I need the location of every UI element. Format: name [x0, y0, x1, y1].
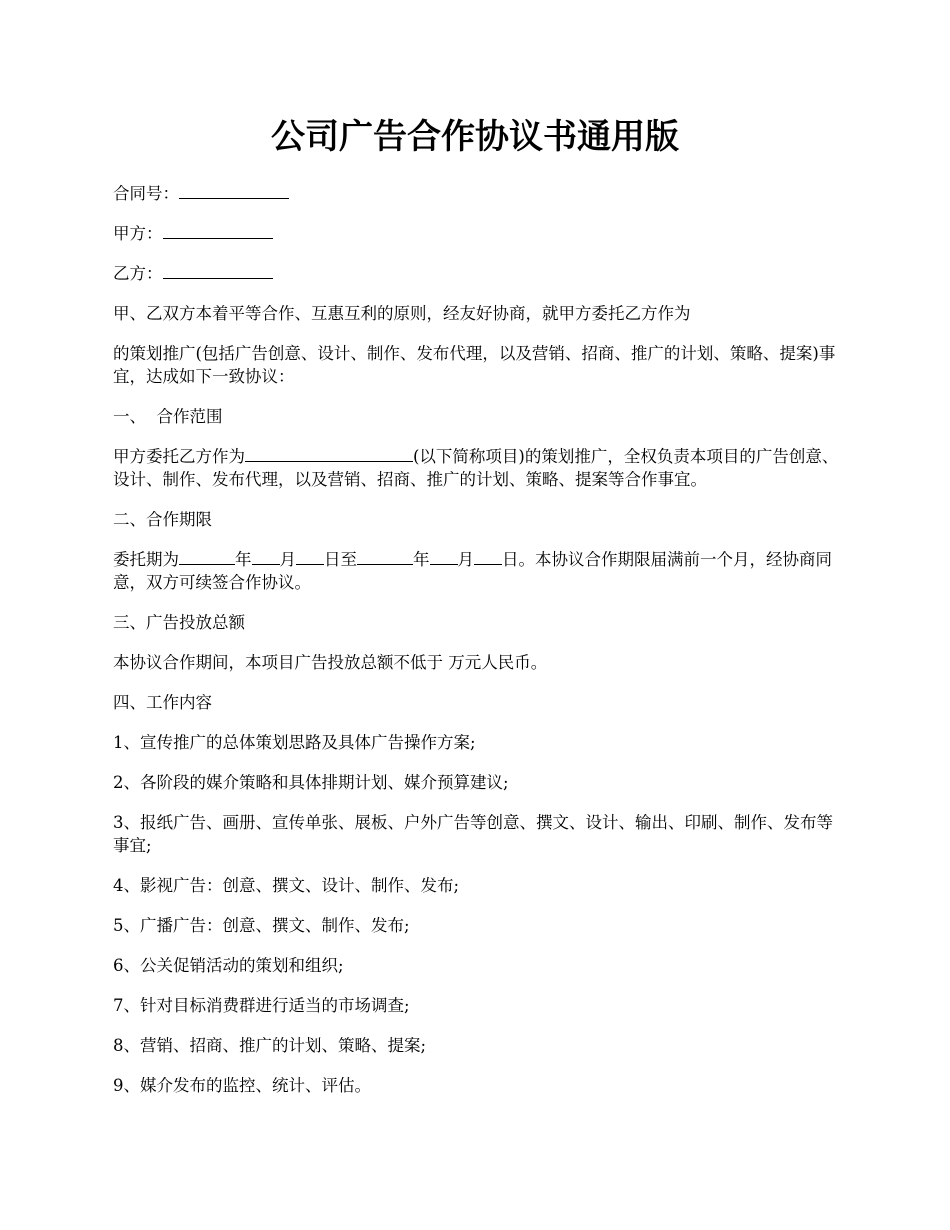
work-item: 4、影视广告：创意、撰文、设计、制作、发布;: [113, 876, 460, 895]
start-day-label: 日至: [324, 550, 357, 569]
start-year-blank: [179, 548, 235, 565]
document-body: [113, 182, 848, 1114]
work-item: 2、各阶段的媒介策略和具体排期计划、媒介预算建议;: [113, 773, 509, 792]
term-prefix: 委托期为: [113, 550, 179, 569]
section-3-text: 本协议合作期间，本项目广告投放总额不低于 万元人民币。: [113, 653, 548, 672]
party-b-label: 乙方：: [113, 264, 163, 283]
start-year-label: 年: [235, 550, 252, 569]
contract-number-blank: [179, 182, 289, 199]
section-1-text-before: 甲方委托乙方作为: [113, 447, 245, 466]
start-day-blank: [296, 548, 324, 565]
contract-number-line: [113, 182, 848, 205]
party-a-line: [113, 222, 848, 245]
party-a-label: 甲方：: [113, 224, 163, 243]
section-1-text: [113, 445, 848, 491]
section-1-heading: 一、 合作范围: [113, 407, 223, 426]
section-4-heading: 四、工作内容: [113, 693, 212, 712]
section-1-text-after: (以下简称项目)的策划推广，全权负责本项目的广告创意、设计、制作、发布代理，以及营销、招商、推广的计划、策略、提案等合作事宜。: [113, 447, 839, 489]
end-year-label: 年: [413, 550, 430, 569]
section-2-heading: 二、合作期限: [113, 510, 212, 529]
party-a-blank: [163, 222, 273, 239]
contract-number-label: 合同号：: [113, 184, 179, 203]
start-month-label: 月: [279, 550, 296, 569]
end-day-blank: [474, 548, 502, 565]
end-month-label: 月: [457, 550, 474, 569]
end-month-blank: [430, 548, 458, 565]
party-b-line: [113, 262, 848, 285]
work-item: 3、报纸广告、画册、宣传单张、展板、户外广告等创意、撰文、设计、输出、印刷、制作、发布等事宜;: [113, 813, 833, 855]
start-month-blank: [252, 548, 280, 565]
work-item: 7、针对目标消费群进行适当的市场调查;: [113, 996, 410, 1015]
work-item: 1、宣传推广的总体策划思路及具体广告操作方案;: [113, 733, 476, 752]
work-item: 9、媒介发布的监控、统计、评估。: [113, 1076, 371, 1095]
section-2-text: [113, 548, 848, 594]
document-title: 公司广告合作协议书通用版: [271, 117, 679, 157]
intro-line-1: 甲、乙双方本着平等合作、互惠互利的原则，经友好协商，就甲方委托乙方作为: [113, 304, 691, 323]
section-3-heading: 三、广告投放总额: [113, 613, 245, 632]
intro-line-2: 的策划推广(包括广告创意、设计、制作、发布代理，以及营销、招商、推广的计划、策略、提案)事宜，达成如下一致协议：: [113, 344, 836, 386]
project-name-blank: [245, 445, 413, 462]
term-suffix: 本协议合作期限届满前一个月，经协商同意，双方可续签合作协议。: [113, 550, 832, 592]
work-item: 8、营销、招商、推广的计划、策略、提案;: [113, 1036, 427, 1055]
work-item: 6、公关促销活动的策划和组织;: [113, 956, 344, 975]
end-day-label: 日。: [502, 550, 535, 569]
end-year-blank: [357, 548, 413, 565]
party-b-blank: [163, 262, 273, 279]
work-item: 5、广播广告：创意、撰文、制作、发布;: [113, 916, 410, 935]
